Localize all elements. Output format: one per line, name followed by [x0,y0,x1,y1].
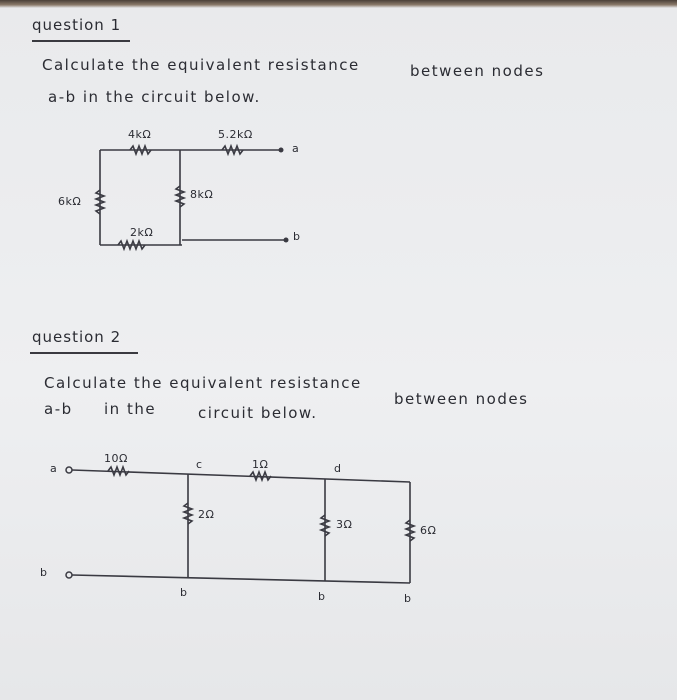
q1-label-2k: 2kΩ [130,226,154,239]
q2-node-b-terminal [66,572,72,578]
q2-label-a: a [50,462,58,475]
q1-label-b: b [293,230,301,243]
q2-label-10: 10Ω [104,452,128,465]
q2-label-6: 6Ω [420,524,437,537]
q2-wire-bottom [72,575,410,583]
q2-label-b-terminal: b [40,566,48,579]
question2-line1-right: between nodes [394,390,529,408]
question1-line1: Calculate the equivalent resistance [42,56,360,74]
q2-label-1: 1Ω [252,458,269,471]
question2-line2-right: circuit below. [198,404,318,422]
question2-title: question 2 [32,328,122,346]
question2-line2-mid: in the [104,400,157,418]
q2-label-3: 3Ω [336,518,353,531]
q1-label-6k: 6kΩ [58,195,82,208]
q2-label-2: 2Ω [198,508,215,521]
question2-line2-left: a-b [44,400,73,418]
q1-label-52k: 5.2kΩ [218,128,253,141]
q2-wire-top [72,470,410,482]
question1-title: question 1 [32,16,122,34]
q1-label-8k: 8kΩ [190,188,214,201]
question1-line1-right: between nodes [410,62,545,80]
q2-label-b1: b [180,586,188,599]
question2-line1: Calculate the equivalent resistance [44,374,362,392]
q1-label-4k: 4kΩ [128,128,152,141]
q1-label-a: a [292,142,300,155]
q2-label-b2: b [318,590,326,603]
q2-label-b3: b [404,592,412,605]
q2-label-c: c [196,458,203,471]
q2-label-d: d [334,462,342,475]
question1-line2: a-b in the circuit below. [48,88,261,106]
q2-node-a-terminal [66,467,72,473]
